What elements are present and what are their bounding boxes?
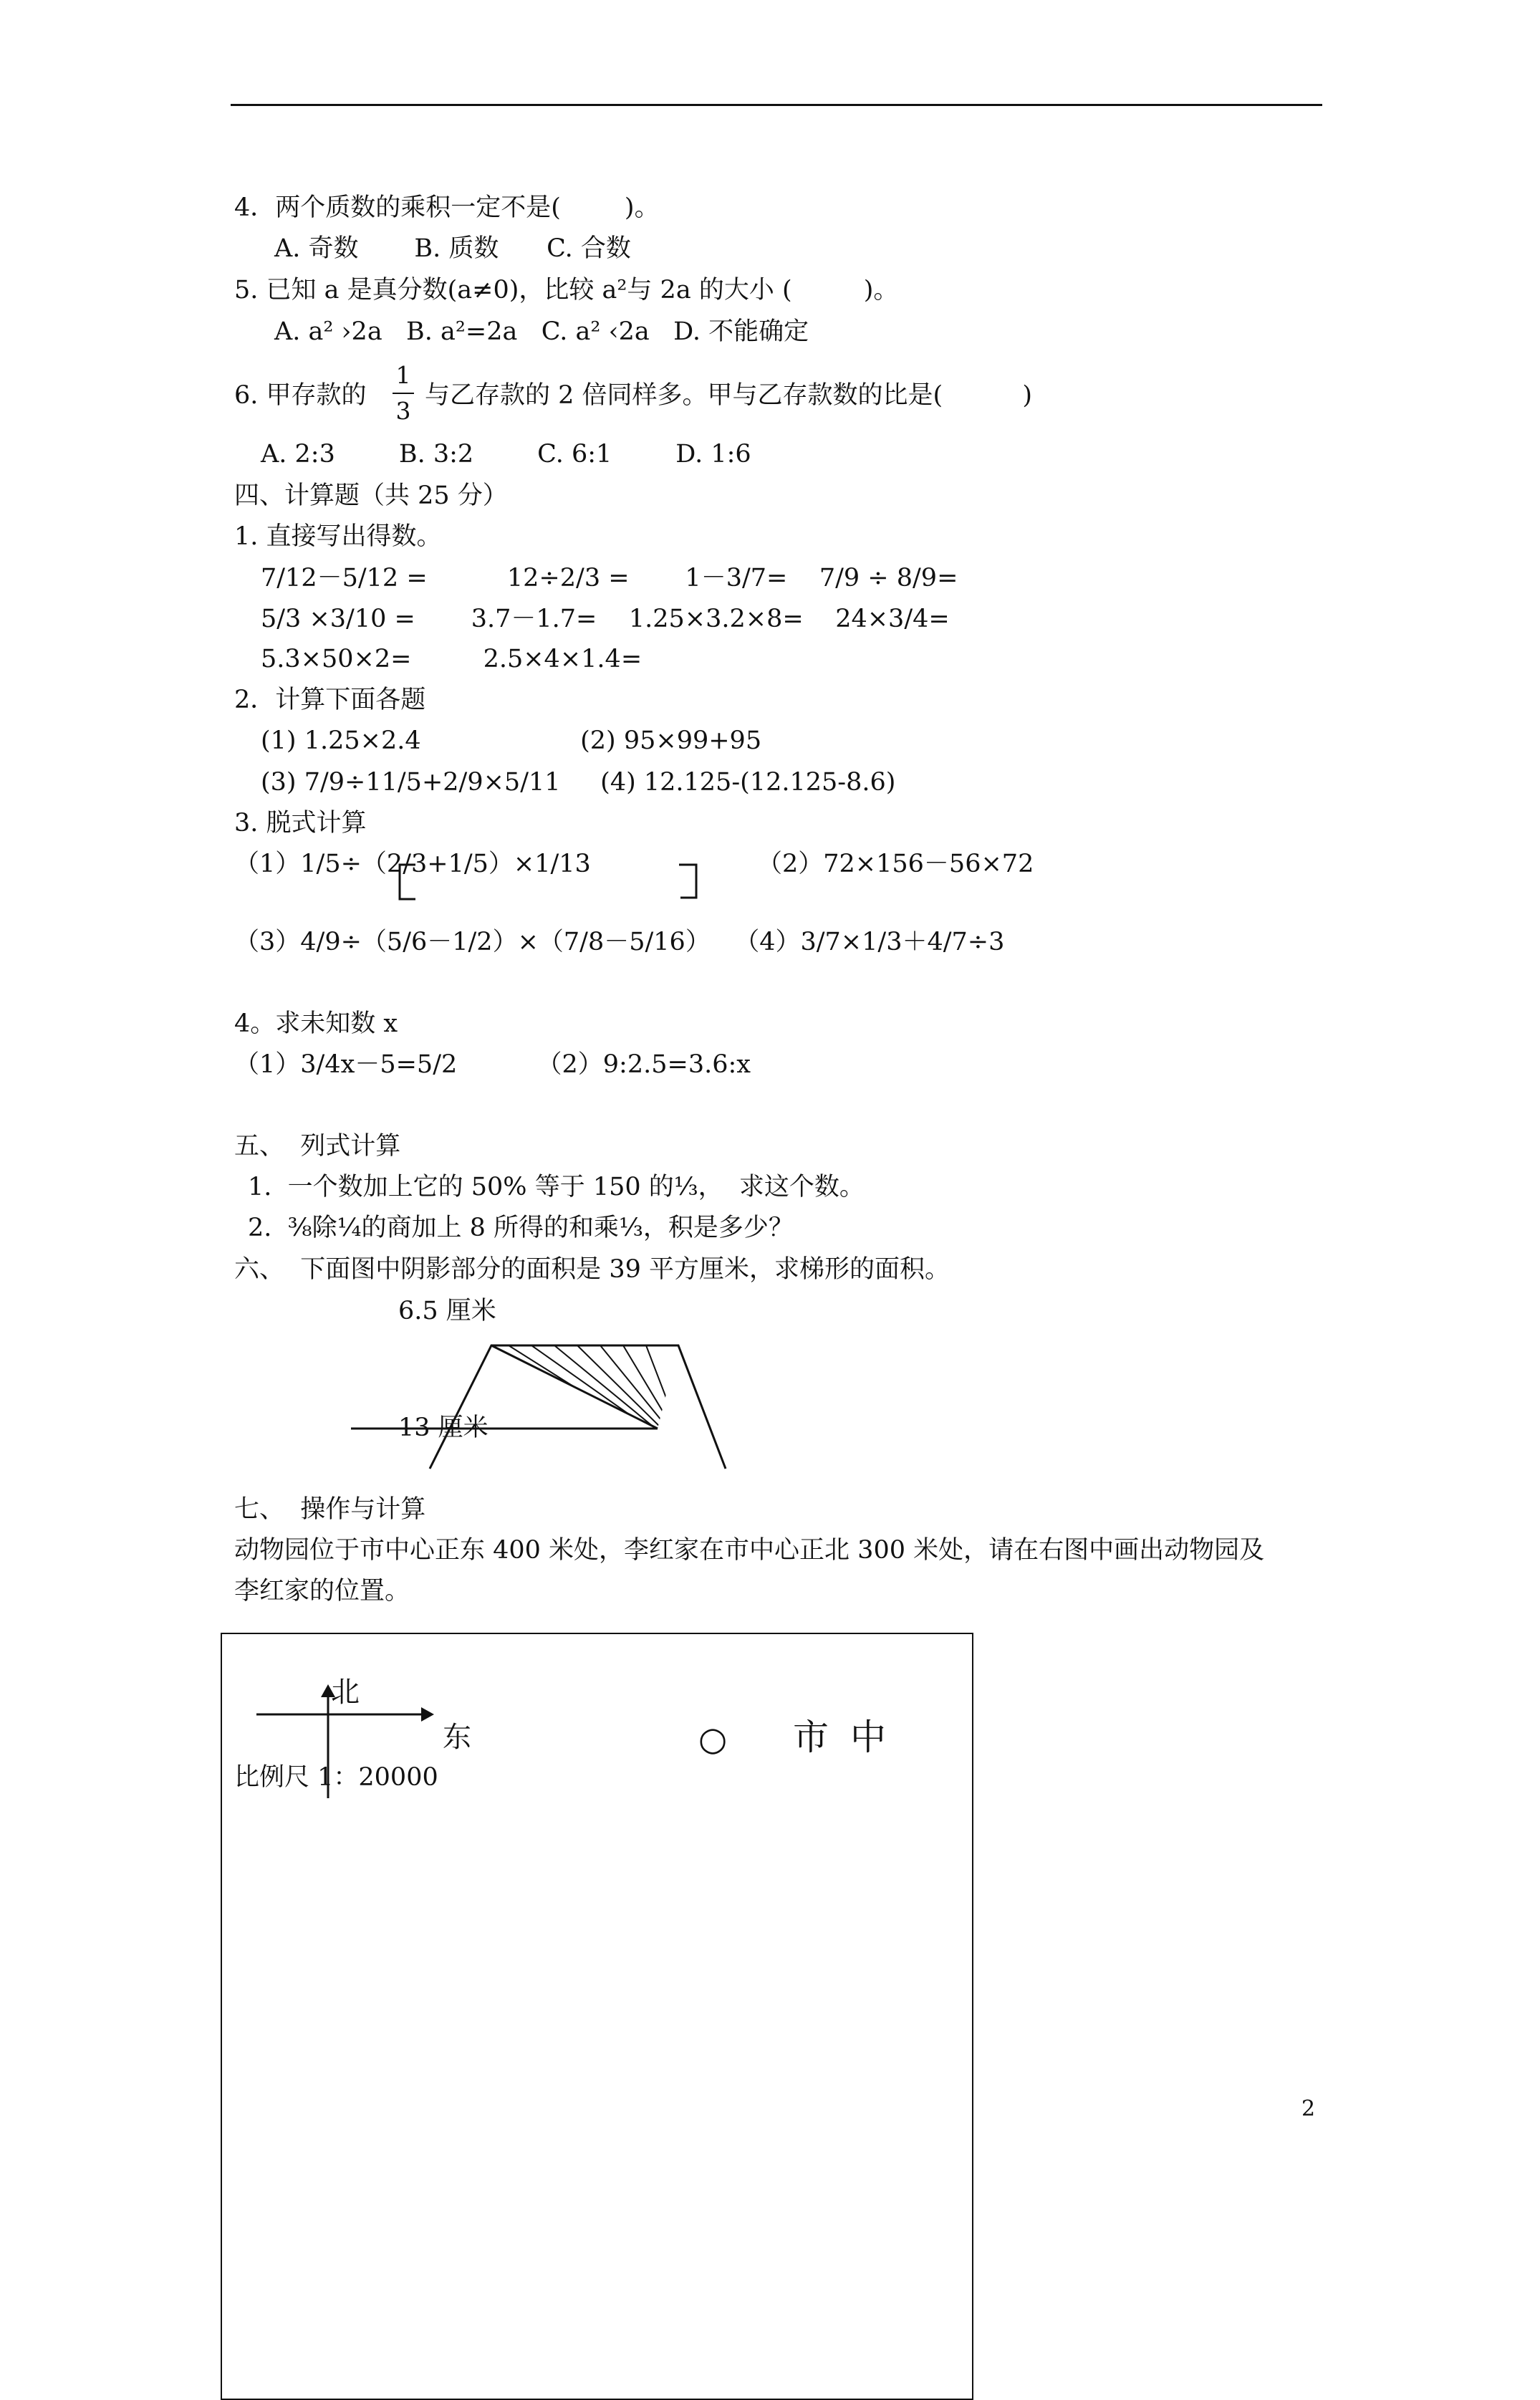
section4-p3-row1-b: （2）72×156－56×72 xyxy=(757,850,1034,878)
diagonal-line xyxy=(491,1345,658,1429)
section4-p1-row2: 5/3 ×3/10 = 3.7－1.7= 1.25×3.2×8= 24×3/4= xyxy=(261,605,950,633)
section4-p4-row1: （1）3/4x－5=5/2 （2）9:2.5=3.6:x xyxy=(234,1050,751,1079)
section4-p3-title: 3. 脱式计算 xyxy=(234,809,367,837)
q5-options: A. a² ›2a B. a²=2a C. a² ‹2a D. 不能确定 xyxy=(274,317,809,346)
section4-p4-title: 4。求未知数 x xyxy=(234,1009,398,1038)
left-bracket xyxy=(400,865,415,899)
city-center-circle: ○ xyxy=(698,1719,728,1758)
q6-stem-after: 与乙存款的 2 倍同样多。甲与乙存款数的比是( ) xyxy=(425,381,1033,410)
section4-p1-title: 1. 直接写出得数。 xyxy=(234,522,442,551)
section4-p2-row2: (3) 7/9÷11/5+2/9×5/11 (4) 12.125-(12.125-8.6) xyxy=(261,768,896,797)
section4-p2-row1: (1) 1.25×2.4 (2) 95×99+95 xyxy=(261,726,762,755)
q5-stem: 5. 已知 a 是真分数(a≠0)，比较 a²与 2a 的大小 ( )。 xyxy=(234,276,899,304)
q6-fraction-denominator: 3 xyxy=(395,397,411,425)
right-bracket xyxy=(679,865,696,898)
header-rule xyxy=(231,104,1322,106)
scale-label: 比例尺 1：20000 xyxy=(234,1763,438,1792)
q4-stem: 4．两个质数的乘积一定不是( )。 xyxy=(234,193,660,222)
east-arrowhead-icon xyxy=(421,1707,434,1722)
q4-options: A. 奇数 B. 质数 C. 合数 xyxy=(274,234,631,263)
shaded-region xyxy=(509,1345,679,1431)
east-label: 东 xyxy=(443,1721,471,1754)
section4-p2-title: 2．计算下面各题 xyxy=(234,686,426,714)
section7-body-line2: 李红家的位置。 xyxy=(234,1577,410,1605)
section5-item1: 1. 一个数加上它的 50% 等于 150 的⅓， 求这个数。 xyxy=(248,1173,865,1201)
section4-title: 四、计算题（共 25 分） xyxy=(234,481,508,510)
trapezoid-figure xyxy=(344,1340,745,1476)
section5-title: 五、 列式计算 xyxy=(234,1132,401,1161)
section7-title: 七、 操作与计算 xyxy=(234,1495,426,1524)
page-number: 2 xyxy=(1301,2096,1316,2121)
q6-fraction xyxy=(393,361,414,426)
q6-fraction-numerator: 1 xyxy=(395,361,411,389)
bracket-marks xyxy=(394,856,709,906)
section5-item2: 2. ⅜除¼的商加上 8 所得的和乘⅓，积是多少？ xyxy=(248,1214,794,1242)
section4-p3-row1-a: （1）1/5÷（2/3+1/5）×1/13 xyxy=(234,850,591,878)
north-label: 北 xyxy=(331,1676,360,1709)
q6-stem-before: 6. 甲存款的 xyxy=(234,381,367,410)
section4-p1-row3: 5.3×50×2= 2.5×4×1.4= xyxy=(261,645,643,673)
section4-p1-row1: 7/12－5/12 = 12÷2/3 = 1－3/7= 7/9 ÷ 8/9= xyxy=(261,564,958,592)
q6-fraction-bar xyxy=(393,393,414,394)
trapezoid-base-label: 13 厘米 xyxy=(398,1413,489,1442)
city-center-label: 市中 xyxy=(793,1717,908,1758)
section4-p3-row2: （3）4/9÷（5/6－1/2）×（7/8－5/16） （4）3/7×1/3＋4/7÷3 xyxy=(234,928,1005,956)
trapezoid-top-label: 6.5 厘米 xyxy=(398,1297,496,1325)
q6-options: A. 2:3 B. 3:2 C. 6:1 D. 1:6 xyxy=(261,440,751,469)
section7-body-line1: 动物园位于市中心正东 400 米处，李红家在市中心正北 300 米处，请在右图中画出动物园及 xyxy=(234,1536,1265,1565)
section6-title: 六、 下面图中阴影部分的面积是 39 平方厘米，求梯形的面积。 xyxy=(234,1255,951,1284)
